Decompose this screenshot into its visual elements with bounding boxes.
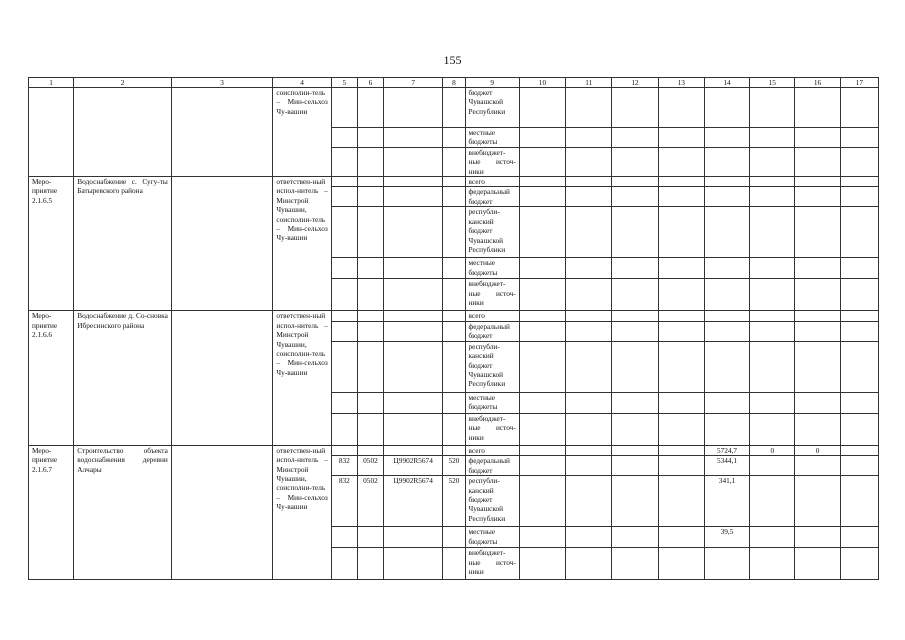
table-cell — [566, 88, 612, 128]
value-cell — [566, 456, 612, 476]
value-cell — [840, 413, 878, 445]
value-cell: 39,5 — [704, 527, 749, 548]
code-cell — [331, 279, 357, 311]
source-cell: местные бюджеты — [465, 527, 519, 548]
table-cell — [612, 128, 658, 148]
value-cell — [612, 341, 658, 392]
value-cell — [566, 527, 612, 548]
column-number: 14 — [704, 78, 749, 88]
value-cell — [566, 321, 612, 341]
code-cell — [357, 321, 383, 341]
value-cell — [566, 207, 612, 258]
source-cell: республи-канский бюджет Чувашской Республики — [465, 207, 519, 258]
value-cell — [750, 413, 795, 445]
column-number: 3 — [171, 78, 273, 88]
table-cell — [704, 88, 749, 128]
value-cell — [704, 279, 749, 311]
value-cell — [566, 311, 612, 321]
table-cell — [704, 128, 749, 148]
code-cell — [357, 413, 383, 445]
value-cell — [658, 527, 704, 548]
table-cell — [384, 147, 443, 176]
value-cell — [750, 187, 795, 207]
value-cell — [704, 258, 749, 279]
value-cell — [566, 279, 612, 311]
executor-cell: ответствен-ный испол-нитель – Минстрой Чувашии, соисполни-тель – Мин-сельхоз Чу-вашии — [273, 311, 331, 445]
value-cell — [795, 341, 840, 392]
value-cell — [750, 177, 795, 187]
code-cell — [384, 527, 443, 548]
source-cell: местные бюджеты — [465, 128, 519, 148]
column-number: 12 — [612, 78, 658, 88]
table-cell — [658, 147, 704, 176]
code-cell — [357, 207, 383, 258]
table-cell — [704, 147, 749, 176]
table-cell — [840, 128, 878, 148]
value-cell — [612, 476, 658, 527]
value-cell — [795, 476, 840, 527]
value-cell — [658, 341, 704, 392]
table-cell — [331, 128, 357, 148]
executor-cell: соисполни-тель – Мин-сельхоз Чу-вашии — [273, 88, 331, 177]
source-cell: всего — [465, 445, 519, 455]
value-cell — [795, 392, 840, 413]
code-cell: 520 — [443, 456, 465, 476]
value-cell — [658, 321, 704, 341]
value-cell — [840, 476, 878, 527]
value-cell — [704, 321, 749, 341]
table-cell — [357, 88, 383, 128]
column-number: 9 — [465, 78, 519, 88]
source-cell: местные бюджеты — [465, 392, 519, 413]
value-cell — [519, 311, 565, 321]
value-cell — [658, 187, 704, 207]
header-row — [29, 78, 879, 88]
value-cell: 5344,1 — [704, 456, 749, 476]
table-cell — [519, 88, 565, 128]
code-cell — [384, 207, 443, 258]
name-cell — [74, 88, 172, 177]
table-cell — [750, 147, 795, 176]
column-number: 4 — [273, 78, 331, 88]
code-cell — [384, 413, 443, 445]
code-cell — [331, 445, 357, 455]
table-row — [29, 445, 879, 455]
budget-table — [28, 77, 879, 580]
source-cell: республи-канский бюджет Чувашской Республики — [465, 476, 519, 527]
value-cell — [519, 341, 565, 392]
value-cell — [566, 392, 612, 413]
code-cell — [384, 321, 443, 341]
code-cell — [331, 187, 357, 207]
value-cell — [840, 445, 878, 455]
column-number: 5 — [331, 78, 357, 88]
executor-cell: ответствен-ный испол-нитель – Минстрой Чувашии, соисполни-тель – Мин-сельхоз Чу-вашии — [273, 177, 331, 311]
value-cell — [704, 207, 749, 258]
code-cell — [384, 177, 443, 187]
value-cell — [750, 258, 795, 279]
code-cell — [331, 413, 357, 445]
source-cell: внебюджет-ные источ-ники — [465, 147, 519, 176]
code-cell — [357, 187, 383, 207]
table-cell — [519, 128, 565, 148]
name-cell: Водоснабжение с. Сугу-ты Батыревского района — [74, 177, 172, 311]
code-cell: 832 — [331, 456, 357, 476]
table-cell — [795, 128, 840, 148]
code-cell — [357, 311, 383, 321]
code-cell — [331, 311, 357, 321]
code-cell — [384, 548, 443, 580]
table-cell — [331, 88, 357, 128]
value-cell — [566, 413, 612, 445]
code-cell: 832 — [331, 476, 357, 527]
value-cell — [840, 321, 878, 341]
table-cell — [331, 147, 357, 176]
code-cell — [357, 445, 383, 455]
source-cell: бюджет Чувашской Республики — [465, 88, 519, 128]
value-cell — [658, 413, 704, 445]
code-cell — [331, 341, 357, 392]
code-cell — [443, 279, 465, 311]
value-cell — [612, 279, 658, 311]
executor-cell: ответствен-ный испол-нитель – Минстрой Чувашии, соисполни-тель – Мин-сельхоз Чу-вашии — [273, 445, 331, 579]
value-cell — [750, 392, 795, 413]
value-cell: 0 — [750, 445, 795, 455]
value-cell — [612, 258, 658, 279]
code-cell: 520 — [443, 476, 465, 527]
value-cell — [658, 177, 704, 187]
code-cell — [357, 341, 383, 392]
table-cell — [566, 147, 612, 176]
value-cell — [840, 187, 878, 207]
table-cell — [750, 88, 795, 128]
value-cell — [750, 456, 795, 476]
table-cell — [566, 128, 612, 148]
column-number: 2 — [74, 78, 172, 88]
value-cell — [840, 311, 878, 321]
value-cell — [795, 321, 840, 341]
value-cell — [658, 311, 704, 321]
value-cell — [519, 279, 565, 311]
value-cell — [795, 279, 840, 311]
value-cell — [612, 321, 658, 341]
value-cell — [704, 177, 749, 187]
value-cell — [750, 321, 795, 341]
column-number: 6 — [357, 78, 383, 88]
code-cell: Ц9902R5674 — [384, 456, 443, 476]
table-cell — [750, 128, 795, 148]
value-cell — [795, 548, 840, 580]
code-cell — [384, 279, 443, 311]
code-cell — [384, 445, 443, 455]
column-number: 15 — [750, 78, 795, 88]
value-cell — [750, 279, 795, 311]
col3-cell — [171, 311, 273, 445]
value-cell — [704, 311, 749, 321]
value-cell — [519, 321, 565, 341]
code-cell — [443, 413, 465, 445]
table-cell — [384, 128, 443, 148]
value-cell — [658, 456, 704, 476]
page-number: 155 — [443, 53, 462, 67]
table-cell — [658, 128, 704, 148]
code-cell — [357, 527, 383, 548]
code-cell — [331, 258, 357, 279]
table-cell — [840, 147, 878, 176]
source-cell: внебюджет-ные источ-ники — [465, 279, 519, 311]
value-cell — [840, 392, 878, 413]
column-number: 13 — [658, 78, 704, 88]
value-cell — [704, 548, 749, 580]
code-cell: 0502 — [357, 456, 383, 476]
value-cell — [840, 548, 878, 580]
code-cell — [443, 207, 465, 258]
value-cell — [704, 187, 749, 207]
value-cell — [840, 279, 878, 311]
value-cell — [795, 527, 840, 548]
value-cell — [566, 445, 612, 455]
value-cell — [566, 548, 612, 580]
value-cell — [612, 527, 658, 548]
code-cell — [443, 177, 465, 187]
value-cell — [519, 187, 565, 207]
measure-cell: Меро-приятие 2.1.6.7 — [29, 445, 74, 579]
source-cell: местные бюджеты — [465, 258, 519, 279]
table-cell — [357, 147, 383, 176]
code-cell — [357, 548, 383, 580]
value-cell — [566, 187, 612, 207]
measure-cell: Меро-приятие 2.1.6.6 — [29, 311, 74, 445]
table-cell — [443, 128, 465, 148]
code-cell: 0502 — [357, 476, 383, 527]
value-cell — [612, 445, 658, 455]
value-cell — [519, 177, 565, 187]
column-number: 11 — [566, 78, 612, 88]
value-cell — [566, 476, 612, 527]
value-cell — [658, 392, 704, 413]
code-cell — [443, 311, 465, 321]
value-cell — [658, 548, 704, 580]
code-cell — [331, 321, 357, 341]
value-cell — [519, 476, 565, 527]
value-cell — [566, 177, 612, 187]
value-cell — [519, 413, 565, 445]
value-cell — [612, 187, 658, 207]
value-cell — [658, 258, 704, 279]
value-cell — [658, 445, 704, 455]
measure-cell: Меро-приятие 2.1.6.5 — [29, 177, 74, 311]
table-cell — [795, 88, 840, 128]
table-cell — [612, 88, 658, 128]
code-cell — [443, 321, 465, 341]
table-cell — [840, 88, 878, 128]
code-cell — [384, 392, 443, 413]
value-cell — [795, 177, 840, 187]
value-cell — [519, 548, 565, 580]
value-cell — [840, 258, 878, 279]
value-cell — [612, 177, 658, 187]
value-cell — [795, 413, 840, 445]
name-cell: Строительство объекта водоснабжения деревни Алчары — [74, 445, 172, 579]
code-cell — [384, 341, 443, 392]
value-cell — [612, 456, 658, 476]
source-cell: федеральный бюджет — [465, 187, 519, 207]
value-cell — [612, 413, 658, 445]
value-cell — [658, 207, 704, 258]
code-cell — [443, 187, 465, 207]
source-cell: внебюджет-ные источ-ники — [465, 413, 519, 445]
code-cell — [331, 177, 357, 187]
value-cell — [519, 456, 565, 476]
column-number: 10 — [519, 78, 565, 88]
column-number: 1 — [29, 78, 74, 88]
code-cell — [331, 207, 357, 258]
name-cell: Водоснабжение д. Со-сновка Ибресинского района — [74, 311, 172, 445]
value-cell — [566, 341, 612, 392]
table-cell — [443, 147, 465, 176]
value-cell — [795, 187, 840, 207]
value-cell — [519, 527, 565, 548]
table-cell — [357, 128, 383, 148]
column-number: 16 — [795, 78, 840, 88]
value-cell — [840, 177, 878, 187]
value-cell — [704, 413, 749, 445]
table-cell — [443, 88, 465, 128]
value-cell — [795, 311, 840, 321]
source-cell: федеральный бюджет — [465, 456, 519, 476]
code-cell — [384, 187, 443, 207]
value-cell — [750, 527, 795, 548]
code-cell — [357, 392, 383, 413]
code-cell — [443, 445, 465, 455]
code-cell — [384, 311, 443, 321]
source-cell: всего — [465, 177, 519, 187]
value-cell — [519, 445, 565, 455]
code-cell — [384, 258, 443, 279]
table-row — [29, 311, 879, 321]
code-cell — [331, 548, 357, 580]
value-cell — [750, 207, 795, 258]
measure-cell — [29, 88, 74, 177]
value-cell — [519, 392, 565, 413]
value-cell — [840, 456, 878, 476]
table-cell — [612, 147, 658, 176]
value-cell: 341,1 — [704, 476, 749, 527]
value-cell — [840, 527, 878, 548]
value-cell — [840, 207, 878, 258]
value-cell — [566, 258, 612, 279]
col3-cell — [171, 445, 273, 579]
value-cell: 5724,7 — [704, 445, 749, 455]
code-cell — [331, 527, 357, 548]
code-cell — [357, 258, 383, 279]
code-cell — [443, 341, 465, 392]
value-cell — [795, 207, 840, 258]
value-cell: 0 — [795, 445, 840, 455]
source-cell: внебюджет-ные источ-ники — [465, 548, 519, 580]
code-cell — [443, 527, 465, 548]
code-cell: Ц9902R5674 — [384, 476, 443, 527]
column-number: 8 — [443, 78, 465, 88]
code-cell — [443, 548, 465, 580]
table-cell — [795, 147, 840, 176]
code-cell — [443, 392, 465, 413]
value-cell — [750, 341, 795, 392]
code-cell — [443, 258, 465, 279]
value-cell — [750, 548, 795, 580]
column-number: 7 — [384, 78, 443, 88]
col3-cell — [171, 177, 273, 311]
table-cell — [384, 88, 443, 128]
source-cell: федеральный бюджет — [465, 321, 519, 341]
col3-cell — [171, 88, 273, 177]
value-cell — [658, 279, 704, 311]
source-cell: всего — [465, 311, 519, 321]
value-cell — [612, 392, 658, 413]
value-cell — [658, 476, 704, 527]
value-cell — [704, 392, 749, 413]
table-row — [29, 177, 879, 187]
column-number: 17 — [840, 78, 878, 88]
code-cell — [357, 279, 383, 311]
value-cell — [795, 258, 840, 279]
code-cell — [331, 392, 357, 413]
value-cell — [612, 207, 658, 258]
code-cell — [357, 177, 383, 187]
value-cell — [750, 476, 795, 527]
value-cell — [840, 341, 878, 392]
value-cell — [519, 207, 565, 258]
value-cell — [519, 258, 565, 279]
table-cell — [519, 147, 565, 176]
value-cell — [795, 456, 840, 476]
value-cell — [612, 311, 658, 321]
table-row — [29, 88, 879, 128]
source-cell: республи-канский бюджет Чувашской Республики — [465, 341, 519, 392]
value-cell — [612, 548, 658, 580]
value-cell — [704, 341, 749, 392]
table-cell — [658, 88, 704, 128]
value-cell — [750, 311, 795, 321]
